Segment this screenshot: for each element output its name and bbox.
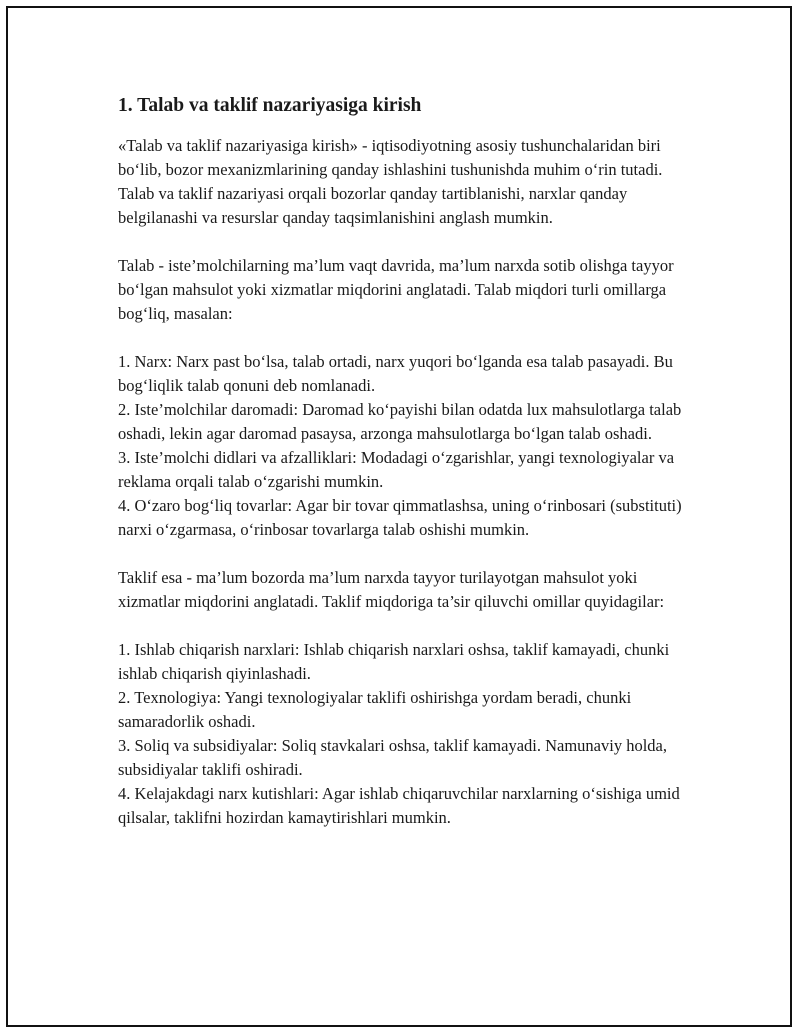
demand-definition-paragraph: Talab - iste’molchilarning ma’lum vaqt davrida, ma’lum narxda sotib olishga tayyor bo‘lgan mahsulot yoki xizmatlar miqdorini anglatadi. Talab miqdori turli omillarga bog‘liq, masalan: xyxy=(118,256,674,323)
intro-paragraph: «Talab va taklif nazariyasiga kirish» - iqtisodiyotning asosiy tushunchalaridan biri bo‘lib, bozor mexanizmlarining qanday ishlashini tushunishda muhim o‘rin tutadi. Talab va taklif nazariyasi orqali bozorlar qanday tartiblanishi, narxlar qanday belgilanashi va resurslar qanday taqsimlanishini anglash mumkin. xyxy=(118,136,663,227)
supply-factor-item: 2. Texnologiya: Yangi texnologiyalar taklifi oshirishga yordam beradi, chunki samaradorlik oshadi. xyxy=(118,688,632,731)
demand-factor-item: 1. Narx: Narx past bo‘lsa, talab ortadi, narx yuqori bo‘lganda esa talab pasayadi. Bu bog‘liqlik talab qonuni deb nomlanadi. xyxy=(118,352,673,395)
document-body xyxy=(118,94,698,854)
supply-definition-paragraph: Taklif esa - ma’lum bozorda ma’lum narxda tayyor turilayotgan mahsulot yoki xizmatlar miqdorini anglatadi. Taklif miqdoriga ta’sir qiluvchi omillar quyidagilar: xyxy=(118,568,665,611)
demand-factor-item: 4. O‘zaro bog‘liq tovarlar: Agar bir tovar qimmatlashsa, uning o‘rinbosari (substituti) narxi o‘zgarmasa, o‘rinbosar tovarlarga talab oshishi mumkin. xyxy=(118,496,682,539)
supply-factor-item: 1. Ishlab chiqarish narxlari: Ishlab chiqarish narxlari oshsa, taklif kamayadi, chunki ishlab chiqarish qiyinlashadi. xyxy=(118,640,670,683)
demand-factor-item: 3. Iste’molchi didlari va afzalliklari: Modadagi o‘zgarishlar, yangi texnologiyalar va reklama orqali talab o‘zgarishi mumkin. xyxy=(118,448,675,491)
supply-factor-item: 4. Kelajakdagi narx kutishlari: Agar ishlab chiqaruvchilar narxlarning o‘sishiga umid qilsalar, taklifni hozirdan kamaytirishlari mumkin. xyxy=(118,784,680,827)
demand-factor-item: 2. Iste’molchilar daromadi: Daromad ko‘payishi bilan odatda lux mahsulotlarga talab oshadi, lekin agar daromad pasaysa, arzonga mahsulotlarga bo‘lgan talab oshadi. xyxy=(118,400,682,443)
supply-factors-list xyxy=(118,638,698,830)
supply-factor-item: 3. Soliq va subsidiyalar: Soliq stavkalari oshsa, taklif kamayadi. Namunaviy holda, subsidiyalar taklifi oshiradi. xyxy=(118,736,667,779)
demand-factors-list xyxy=(118,350,698,542)
section-heading: 1. Talab va taklif nazariyasiga kirish xyxy=(118,95,422,116)
